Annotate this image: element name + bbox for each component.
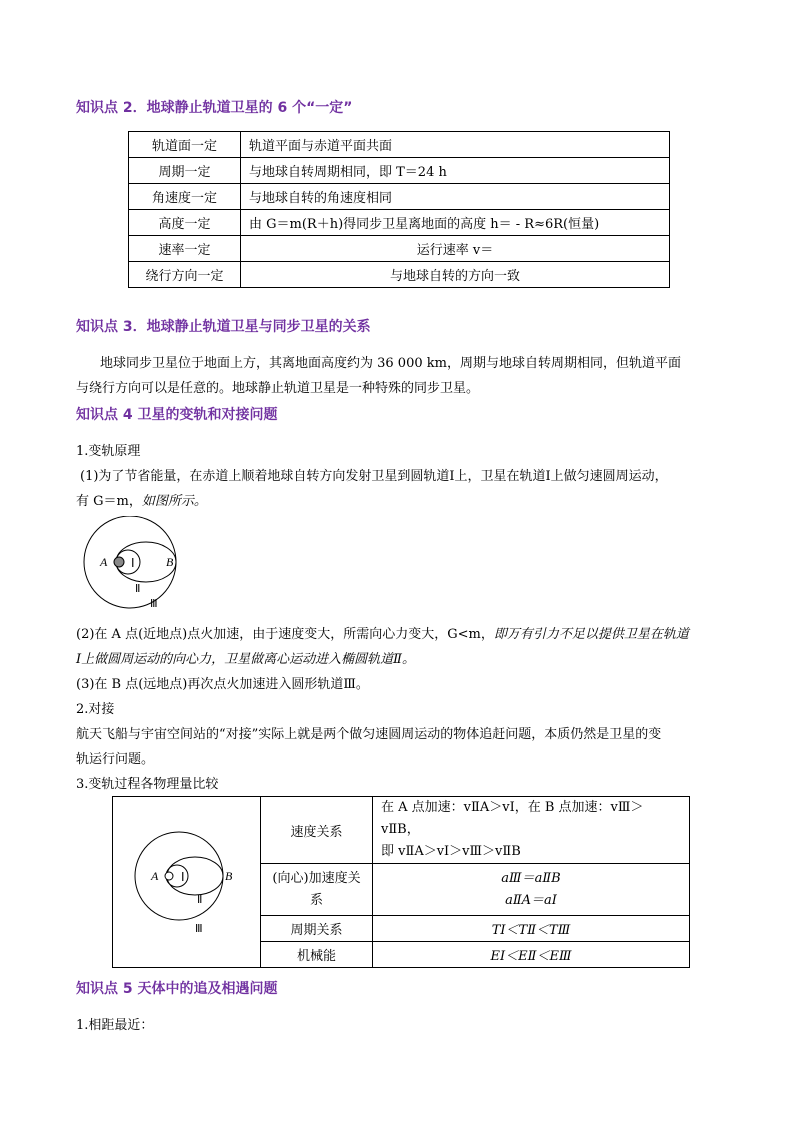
acc-line-1: aⅢ＝aⅡB [501, 870, 561, 886]
table-cell-value: 与地球自转的角速度相同 [241, 184, 670, 210]
orbit-II-label: Ⅱ [196, 894, 202, 906]
orbit-III-label: Ⅲ [194, 923, 203, 935]
table-row [129, 262, 670, 288]
table-cell-label: 周期一定 [129, 158, 241, 184]
table-row [113, 797, 690, 864]
table-cell-label [261, 864, 373, 916]
subheading: 1.相距最近： [76, 1018, 154, 1033]
point-B-label: B [166, 555, 174, 569]
paragraph-line: Ⅰ上做圆周运动的向心力，卫星做离心运动进入椭圆轨道Ⅱ。 [76, 652, 415, 667]
acc-label-line-1: (向心)加速度关 [272, 870, 361, 886]
section-5-title: 知识点 5 天体中的追及相遇问题 [76, 981, 278, 997]
orbit-II-ellipse [167, 857, 223, 895]
orbit-diagram-small [117, 810, 257, 950]
paragraph-line: 轨运行问题。 [76, 752, 155, 767]
text-run: 有 G＝m， [76, 494, 142, 509]
table-row [129, 184, 670, 210]
orbit-diagram [70, 516, 200, 616]
table-cell-label: 速率一定 [129, 236, 241, 262]
orbit-II-label: Ⅱ [135, 583, 141, 595]
subheading: 3.变轨过程各物理量比较 [76, 777, 219, 792]
section-3-title: 知识点 3．地球静止轨道卫星与同步卫星的关系 [76, 319, 371, 335]
text-run: 如图所示。 [141, 494, 207, 509]
geostationary-table [128, 131, 670, 288]
table-cell-label: 轨道面一定 [129, 132, 241, 158]
table-cell-value: 与地球自转的方向一致 [241, 262, 670, 288]
table-row [129, 132, 670, 158]
table-cell-value: 轨道平面与赤道平面共面 [241, 132, 670, 158]
table-cell-value: 与地球自转周期相同，即 T＝24 h [241, 158, 670, 184]
speed-line-2: 即 vⅡA＞vⅠ＞vⅢ＞vⅡB [381, 844, 521, 859]
acc-label-line-2: 系 [309, 892, 323, 908]
point-A-label: A [100, 555, 108, 569]
text-run: 即万有引力不足以提供卫星在轨道 [493, 627, 689, 642]
table-cell-value: 运行速率 v＝ [241, 236, 670, 262]
table-cell-value [373, 864, 690, 916]
paragraph-line: 与绕行方向可以是任意的。地球静止轨道卫星是一种特殊的同步卫星。 [76, 381, 480, 396]
table-cell-value: 由 G＝m(R＋h)得同步卫星离地面的高度 h＝ - R≈6R(恒量) [241, 210, 670, 236]
table-cell-value: EⅠ＜EⅡ＜EⅢ [373, 942, 690, 968]
point-B-label: B [224, 869, 232, 883]
paragraph-line: (1)为了节省能量，在赤道上顺着地球自转方向发射卫星到圆轨道Ⅰ上，卫星在轨道Ⅰ上做匀速圆周运动， [80, 469, 668, 484]
paragraph-line: (3)在 B 点(远地点)再次点火加速进入圆形轨道Ⅲ。 [76, 677, 369, 692]
table-row [129, 236, 670, 262]
speed-line-1: 在 A 点加速：vⅡA＞vⅠ，在 B 点加速：vⅢ＞vⅡB， [381, 800, 644, 837]
paragraph-line [76, 490, 207, 509]
acc-line-2: aⅡA＝aⅠ [505, 892, 557, 908]
subheading: 2.对接 [76, 702, 115, 717]
subheading: 1.变轨原理 [76, 444, 141, 459]
table-cell-label: 角速度一定 [129, 184, 241, 210]
earth-icon [165, 872, 173, 880]
table-cell-value [373, 797, 690, 864]
table-row [129, 158, 670, 184]
paragraph-line: 地球同步卫星位于地面上方，其离地面高度约为 36 000 km，周期与地球自转周期相同，但轨道平面 [100, 356, 681, 371]
section-4-title: 知识点 4 卫星的变轨和对接问题 [76, 407, 278, 423]
section-2-title: 知识点 2．地球静止轨道卫星的 6 个“一定” [76, 100, 353, 116]
paragraph-line [76, 623, 689, 642]
point-A-label: A [150, 869, 158, 883]
orbit-change-table [112, 796, 690, 968]
orbit-I-label: Ⅰ [180, 870, 185, 884]
orbit-III-label: Ⅲ [150, 598, 158, 610]
table-diagram-cell [113, 797, 261, 968]
table-cell-label: 绕行方向一定 [129, 262, 241, 288]
orbit-III-circle [135, 832, 223, 920]
orbit-III-circle [84, 516, 176, 608]
table-row [129, 210, 670, 236]
table-cell-label: 高度一定 [129, 210, 241, 236]
earth-icon [114, 557, 124, 567]
table-cell-label: 速度关系 [261, 797, 373, 864]
text-run: (2)在 A 点(近地点)点火加速，由于速度变大，所需向心力变大，G<m， [76, 627, 494, 642]
orbit-I-label: Ⅰ [131, 556, 135, 570]
table-cell-label: 周期关系 [261, 916, 373, 942]
paragraph-line: 航天飞船与宇宙空间站的“对接”实际上就是两个做匀速圆周运动的物体追赶问题，本质仍然是卫星的变 [76, 727, 662, 742]
table-cell-value: TⅠ＜TⅡ＜TⅢ [373, 916, 690, 942]
table-cell-label: 机械能 [261, 942, 373, 968]
